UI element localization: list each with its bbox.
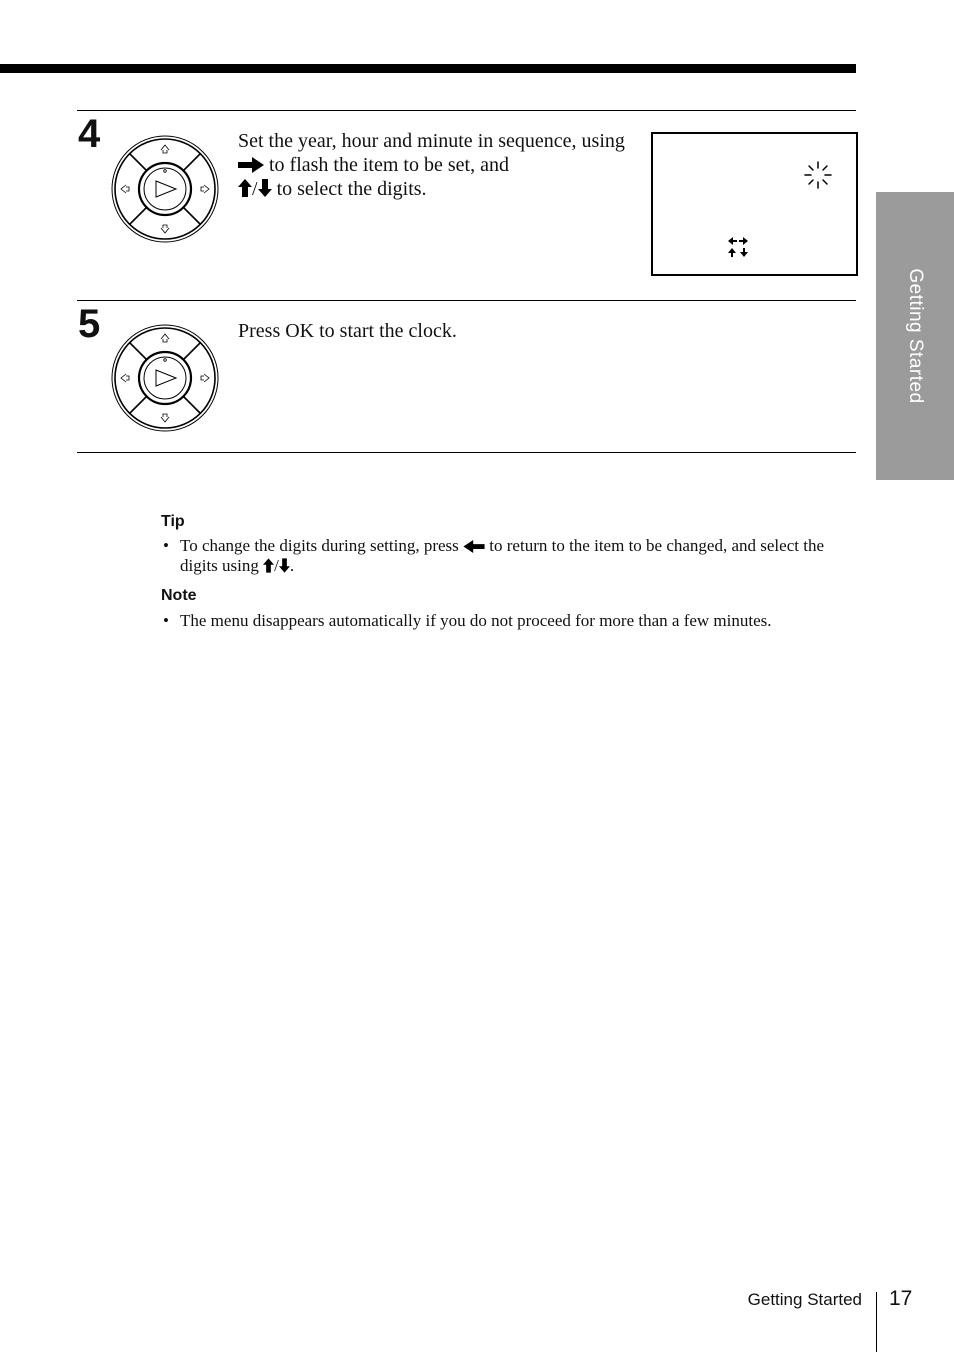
tip-text [180,536,840,576]
tip-slash: / [274,556,279,575]
step-4-text-b: to flash the item to be set, and [269,154,509,176]
down-arrow-icon [279,558,290,573]
step-4-slash: / [252,178,258,200]
flash-indicator-icon [803,160,833,190]
step-4-instruction [238,129,638,201]
footer-section-label: Getting Started [747,1290,862,1309]
footer-divider [876,1292,877,1352]
note-bullet: • [163,611,169,630]
tip-bullet: • [163,536,169,555]
right-arrow-icon [238,157,264,173]
side-tab [876,192,954,480]
up-arrow-icon [263,558,274,573]
page-number: 17 [889,1287,913,1310]
side-tab-label: Getting Started [905,268,926,404]
step-4-text-a: Set the year, hour and minute in sequence, using [238,130,625,152]
nav-arrows-icon [727,236,749,258]
up-arrow-icon [238,179,252,197]
step-5-instruction: Press OK to start the clock. [238,320,457,342]
tip-heading: Tip [161,513,185,530]
tip-text-a: To change the digits during setting, press [180,536,459,555]
step-4-text-d: to select the digits. [276,178,427,200]
top-rule [0,64,856,73]
tip-period: . [289,556,295,575]
down-arrow-icon [258,179,272,197]
step-5-top-rule [77,300,856,301]
section-bottom-rule [77,452,856,453]
tip-text-b: to return to the item to be changed, and select the digits using [180,536,824,575]
step-4-number: 4 [78,112,101,156]
remote-dpad-icon [110,134,220,244]
step-5-number: 5 [78,302,101,346]
step-4-top-rule [77,110,856,111]
note-heading: Note [161,587,197,604]
left-arrow-icon [463,540,485,553]
remote-dpad-icon [110,323,220,433]
tv-screen-illustration [651,132,858,276]
note-text: The menu disappears automatically if you do not proceed for more than a few minutes. [180,611,772,630]
